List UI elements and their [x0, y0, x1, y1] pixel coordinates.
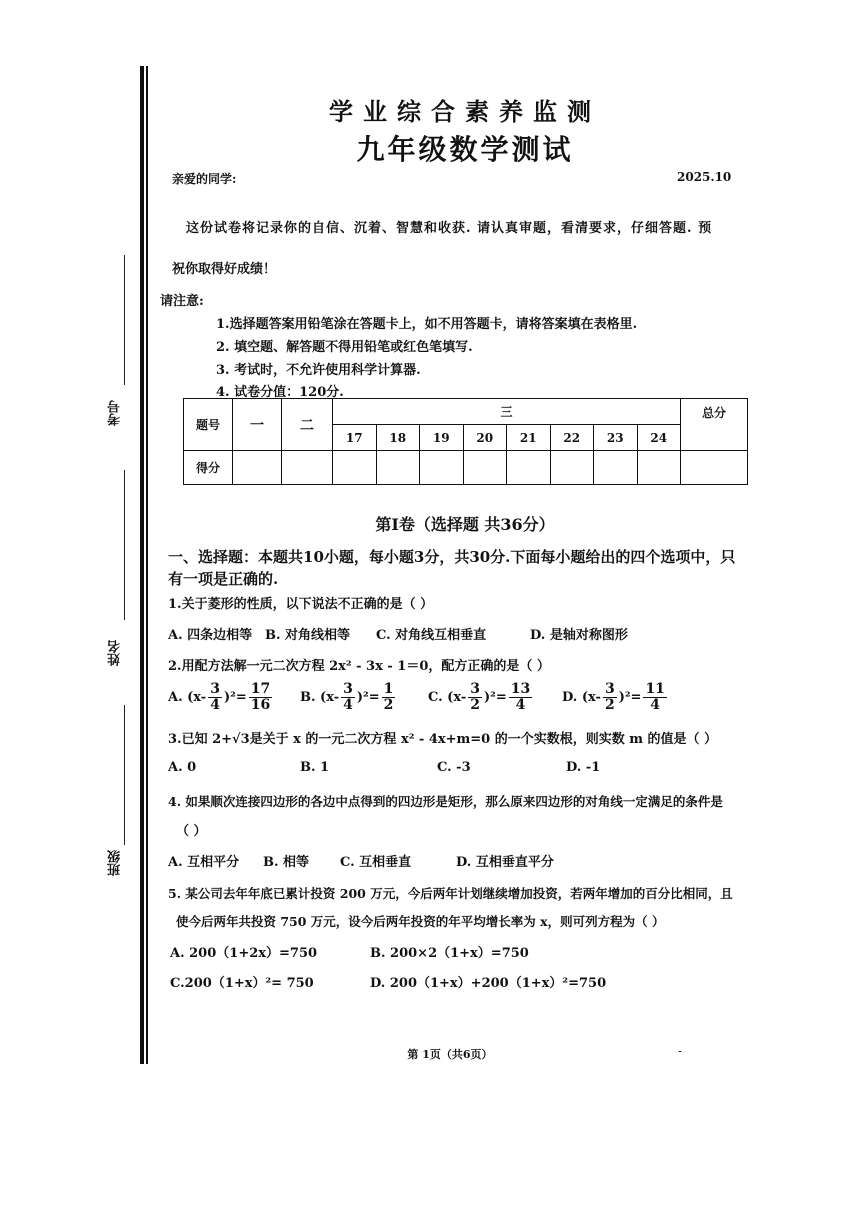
q2-b-fraction-1 — [341, 682, 355, 713]
col-part-1: 一 — [233, 399, 282, 451]
q1-option-a: A. 四条边相等 — [168, 628, 253, 643]
notice-item: 1.选择题答案用铅笔涂在答题卡上，如不用答题卡，请将答案填在表格里. — [216, 317, 638, 332]
score-row-label: 得分 — [184, 451, 233, 485]
q4-answer-paren: （ ） — [176, 824, 207, 839]
q2-c-fraction-2 — [509, 682, 532, 713]
fraction-denominator: 4 — [343, 697, 353, 713]
intro-line-2: 祝你取得好成绩！ — [172, 262, 277, 277]
col-part-2: 二 — [282, 399, 333, 451]
q5-stem-line-2: 使今后两年共投资 750 万元，设今后两年投资的年平均增长率为 x，则可列方程为（ ） — [176, 914, 665, 929]
q2-d-fraction-2 — [643, 682, 666, 713]
greeting: 亲爱的同学: — [172, 172, 237, 186]
section-instruction-1: 一、选择题：本题共10小题，每小题3分，共30分.下面每小题给出的四个选项中，只 — [168, 548, 736, 566]
total-score-cell[interactable] — [681, 451, 748, 485]
q2-stem: 2.用配方法解一元二次方程 2x² - 3x - 1＝0，配方正确的是（ ） — [168, 659, 550, 674]
q4-option-d: D. 互相垂直平分 — [456, 855, 554, 870]
name-label: 姓名 — [108, 640, 123, 666]
q1-stem: 1.关于菱形的性质，以下说法不正确的是（ ） — [168, 597, 434, 612]
sub-col: 24 — [637, 425, 681, 451]
col-part-3: 三 — [333, 399, 681, 425]
score-cell[interactable] — [333, 451, 377, 485]
fraction-numerator: 11 — [645, 681, 665, 697]
q5-option-d: D. 200（1+x）+200（1+x）²=750 — [370, 976, 607, 991]
binding-line — [140, 66, 148, 1064]
q5-option-a: A. 200（1+2x）=750 — [170, 946, 318, 961]
q2-b-fraction-2 — [382, 682, 396, 713]
notice-item: 4. 试卷分值：120分. — [216, 385, 344, 400]
q2-a-prefix: A. (x- — [168, 690, 207, 705]
score-cell[interactable] — [463, 451, 507, 485]
q5-stem-line-1: 5. 某公司去年年底已累计投资 200 万元，今后两年计划继续增加投资，若两年增加的百分比相同，且 — [168, 886, 733, 901]
sub-col: 18 — [376, 425, 420, 451]
q1-option-d: D. 是轴对称图形 — [530, 628, 628, 643]
class-label: 班级 — [108, 850, 123, 876]
exam-date: 2025.10 — [677, 170, 732, 184]
q2-c-square: )²= — [484, 690, 507, 705]
exam-no-label: 考号 — [108, 400, 123, 426]
q2-b-square: )²= — [356, 690, 380, 705]
fraction-numerator: 17 — [250, 681, 271, 697]
q4-option-b: B. 相等 — [263, 855, 310, 870]
q4-stem: 4. 如果顺次连接四边形的各边中点得到的四边形是矩形，那么原来四边形的对角线一定满足的条件是 — [168, 794, 723, 809]
q4-option-c: C. 互相垂直 — [340, 855, 412, 870]
q3-stem: 3.已知 2+√3是关于 x 的一元二次方程 x² - 4x+m=0 的一个实数根，则实数 m 的值是（ ） — [168, 732, 718, 747]
exam-title-main: 学业综合素养监测 — [329, 97, 601, 126]
score-cell[interactable] — [594, 451, 638, 485]
fraction-denominator: 4 — [515, 697, 526, 713]
q2-d-prefix: D. (x- — [562, 690, 601, 705]
notice-item: 3. 考试时，不允许使用科学计算器. — [216, 363, 421, 378]
q2-d-square: )²= — [618, 690, 642, 705]
q3-option-b: B. 1 — [300, 760, 330, 775]
q2-a-fraction-2 — [249, 682, 272, 713]
exam-title-sub: 九年级数学测试 — [356, 133, 574, 166]
page-number: 第 1页（共6页） — [407, 1048, 493, 1061]
score-cell[interactable] — [233, 451, 282, 485]
fraction-numerator: 3 — [343, 681, 353, 697]
score-cell[interactable] — [282, 451, 333, 485]
q2-b-prefix: B. (x- — [300, 690, 340, 705]
q2-option-a — [168, 682, 274, 713]
q5-option-c: C.200（1+x）²= 750 — [170, 976, 314, 991]
q3-option-d: D. -1 — [566, 760, 601, 775]
fraction-numerator: 3 — [210, 681, 220, 697]
score-cell[interactable] — [376, 451, 420, 485]
score-table — [183, 398, 748, 485]
score-cell[interactable] — [420, 451, 464, 485]
fraction-denominator: 2 — [470, 697, 480, 713]
score-cell[interactable] — [550, 451, 594, 485]
q3-option-c: C. -3 — [437, 760, 471, 775]
section-title: 第Ⅰ卷（选择题 共36分） — [375, 515, 555, 534]
fraction-denominator: 2 — [604, 697, 615, 713]
fraction-denominator: 4 — [210, 697, 220, 713]
q2-d-fraction-1 — [603, 682, 617, 713]
fraction-numerator: 13 — [510, 681, 531, 697]
sub-col: 22 — [550, 425, 594, 451]
exam-no-blank — [124, 255, 125, 385]
fraction-numerator: 3 — [470, 681, 480, 697]
q1-option-c: C. 对角线互相垂直 — [376, 628, 487, 643]
sub-col: 20 — [463, 425, 507, 451]
q3-option-a: A. 0 — [168, 760, 197, 775]
fraction-denominator: 16 — [250, 697, 271, 713]
notice-heading: 请注意: — [160, 294, 204, 309]
q2-option-c — [428, 682, 534, 713]
fraction-numerator: 3 — [604, 681, 615, 697]
q2-option-b — [300, 682, 397, 713]
q4-option-a: A. 互相平分 — [168, 855, 240, 870]
sub-col: 21 — [507, 425, 551, 451]
q1-option-b: B. 对角线相等 — [265, 628, 351, 643]
q5-option-b: B. 200×2（1+x）=750 — [370, 946, 529, 961]
question-no-label: 题号 — [184, 399, 233, 451]
sub-col: 17 — [333, 425, 377, 451]
score-cell[interactable] — [637, 451, 681, 485]
fraction-denominator: 2 — [383, 697, 394, 713]
q2-c-prefix: C. (x- — [428, 690, 467, 705]
fraction-denominator: 4 — [650, 697, 661, 713]
q2-c-fraction-1 — [468, 682, 482, 713]
total-label: 总分 — [681, 399, 748, 451]
notice-item: 2. 填空题、解答题不得用铅笔或红色笔填写. — [216, 340, 473, 355]
footer-dash: - — [678, 1044, 683, 1058]
fraction-numerator: 1 — [383, 681, 394, 697]
q2-a-square: )²= — [223, 690, 247, 705]
q2-option-d — [562, 682, 669, 713]
section-instruction-2: 有一项是正确的. — [168, 570, 279, 588]
class-blank — [124, 705, 125, 845]
q2-a-fraction-1 — [208, 682, 222, 713]
intro-line-1: 这份试卷将记录你的自信、沉着、智慧和收获. 请认真审题，看清要求，仔细答题. 预 — [186, 221, 713, 236]
name-blank — [124, 470, 125, 620]
sub-col: 19 — [420, 425, 464, 451]
score-cell[interactable] — [507, 451, 551, 485]
sub-col: 23 — [594, 425, 638, 451]
